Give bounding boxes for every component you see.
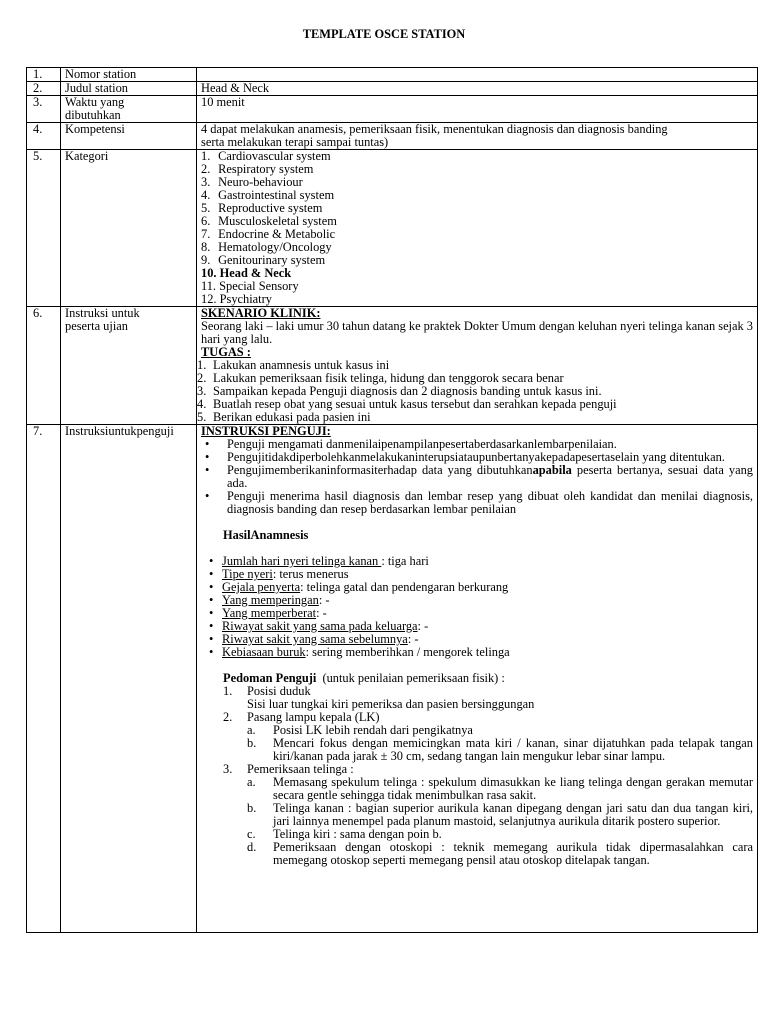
row-number: 7.	[27, 425, 61, 933]
item-text: Special Sensory	[219, 279, 299, 293]
guide-substep: b. Mencari fokus dengan memicingkan mata kiri / kanan, sinar dijatuhkan pada telapak tangan kiri/kanan pada jarak ± 30 cm, sedang tangan lain mengukur lebar sinar lampu.	[247, 736, 753, 763]
item-text: Reproductive system	[218, 201, 323, 215]
label-line: Waktu yang	[65, 95, 125, 109]
bullet-icon: •	[209, 554, 214, 568]
guide-step: 2. Pasang lampu kepala (LK)	[223, 710, 380, 724]
guide-note: Sisi luar tungkai kiri pemeriksa dan pasien bersinggungan	[247, 697, 535, 711]
row-label	[61, 96, 197, 123]
table-row	[27, 150, 758, 307]
item-text: Endocrine & Metabolic	[218, 227, 336, 241]
guide-substep: c. Telinga kiri : sama dengan poin b.	[247, 827, 442, 841]
task-item: 1. Lakukan anamnesis untuk kasus ini	[197, 358, 390, 372]
row-number: 5.	[27, 150, 61, 307]
item-text: Genitourinary system	[218, 253, 326, 267]
item-number: 9.	[201, 253, 211, 267]
scenario-text: Seorang laki – laki umur 30 tahun datang ke praktek Dokter Umum dengan keluhan nyeri telinga kanan sejak 3 hari yang lalu.	[201, 319, 753, 346]
bullet-icon: •	[209, 593, 214, 607]
guide-heading: Pedoman Penguji (untuk penilaian pemeriksaan fisik) :	[223, 671, 505, 685]
item-text: Neuro-behaviour	[218, 175, 303, 189]
bullet-icon: •	[205, 450, 210, 464]
bullet-icon: •	[209, 619, 214, 633]
row-label: Kompetensi	[61, 123, 197, 150]
item-text: Gastrointestinal system	[218, 188, 335, 202]
list-item: • Pengujimemberikaninformasiterhadap data yang dibutuhkanapabila peserta bertanya, sesuai data yang ada.	[201, 464, 753, 490]
item-number: 1.	[201, 149, 211, 163]
examiner-cell	[197, 425, 758, 933]
table-row	[27, 96, 758, 123]
list-item: • Tipe nyeri: terus menerus	[201, 568, 753, 581]
item-number: 12.	[201, 292, 217, 306]
bullet-icon: •	[205, 437, 210, 451]
task-item: 5. Berikan edukasi pada pasien ini	[197, 410, 371, 424]
guide-substep: a. Posisi LK lebih rendah dari pengikatnya	[247, 723, 473, 737]
label-line: Instruksi untuk	[65, 306, 140, 320]
item-number: 8.	[201, 240, 211, 254]
guide-substep: d. Pemeriksaan dengan otoskopi : teknik memegang aurikula tidak dipermasalahkan cara memegang otoskop seperti memegang pensil atau otoskop ditelapak tangan.	[247, 840, 753, 867]
item-text: Psychiatry	[219, 292, 272, 306]
list-item: • Riwayat sakit yang sama sebelumnya: -	[201, 633, 753, 646]
table-row	[27, 123, 758, 150]
guide-substep: a. Memasang spekulum telinga : spekulum dimasukkan ke liang telinga dengan gerakan memutar secara gentle sehingga tidak menimbulkan rasa sakit.	[247, 775, 753, 802]
bullet-icon: •	[209, 645, 214, 659]
row-label: Instruksiuntukpenguji	[61, 425, 197, 933]
item-text: Cardiovascular system	[218, 149, 331, 163]
item-number: 10.	[201, 266, 217, 280]
bullet-icon: •	[205, 463, 210, 477]
bullet-icon: •	[209, 606, 214, 620]
list-item: • Pengujitidakdiperbolehkanmelakukaninterupsiataupunbertanyakepadapesertaselain yang ditentukan.	[201, 451, 753, 464]
row-value	[197, 123, 758, 150]
row-value	[197, 68, 758, 82]
label-line: dibutuhkan	[65, 108, 121, 122]
value-line: serta melakukan terapi sampai tuntas)	[201, 135, 389, 149]
list-item: • Yang memperberat: -	[201, 607, 753, 620]
scenario-heading: SKENARIO KLINIK:	[201, 306, 321, 320]
row-number: 6.	[27, 307, 61, 425]
task-item: 4. Buatlah resep obat yang sesuai untuk kasus tersebut dan serahkan kepada penguji	[197, 397, 617, 411]
item-number: 2.	[201, 162, 211, 176]
list-item: • Penguji menerima hasil diagnosis dan lembar resep yang dibuat oleh kandidat dan menilai diagnosis, diagnosis banding dan resep berdasarkan lembar penilaian	[201, 490, 753, 516]
row-label: Kategori	[61, 150, 197, 307]
category-list	[197, 150, 758, 307]
table-row	[27, 82, 758, 96]
item-number: 3.	[201, 175, 211, 189]
list-item: • Riwayat sakit yang sama pada keluarga: -	[201, 620, 753, 633]
item-text: Musculoskeletal system	[218, 214, 337, 228]
guide-substep: b. Telinga kanan : bagian superior aurikula kanan dipegang dengan jari satu dan dua tangan kiri, jari lainnya menempel pada planum mastoid, selanjutnya aurikula ditarik postero superior.	[247, 801, 753, 828]
value-line: 4 dapat melakukan anamesis, pemeriksaan fisik, menentukan diagnosis dan diagnosis banding	[201, 122, 668, 136]
table-row	[27, 68, 758, 82]
row-number: 3.	[27, 96, 61, 123]
anamnesis-heading: HasilAnamnesis	[223, 528, 309, 542]
osce-table	[26, 67, 758, 933]
row-number: 1.	[27, 68, 61, 82]
table-row	[27, 425, 758, 933]
row-label: Judul station	[61, 82, 197, 96]
item-text: Respiratory system	[218, 162, 314, 176]
row-label	[61, 307, 197, 425]
guide-step: 3. Pemeriksaan telinga :	[223, 762, 354, 776]
bullet-icon: •	[209, 567, 214, 581]
bullet-icon: •	[205, 489, 210, 503]
bullet-icon: •	[209, 580, 214, 594]
item-number: 6.	[201, 214, 211, 228]
list-item: • Gejala penyerta: telinga gatal dan pendengaran berkurang	[201, 581, 753, 594]
item-number: 11.	[201, 279, 217, 293]
label-line: peserta ujian	[65, 319, 128, 333]
row-value: Head & Neck	[197, 82, 758, 96]
row-number: 4.	[27, 123, 61, 150]
table-row	[27, 307, 758, 425]
list-item: • Yang memperingan: -	[201, 594, 753, 607]
row-number: 2.	[27, 82, 61, 96]
item-text: Head & Neck	[219, 266, 292, 280]
item-number: 4.	[201, 188, 211, 202]
item-text: Hematology/Oncology	[218, 240, 332, 254]
task-item: 2. Lakukan pemeriksaan fisik telinga, hidung dan tenggorok secara benar	[197, 371, 564, 385]
row-label: Nomor station	[61, 68, 197, 82]
task-item: 3. Sampaikan kepada Penguji diagnosis dan 2 diagnosis banding untuk kasus ini.	[197, 384, 602, 398]
list-item: • Penguji mengamati danmenilaipenampilanpesertaberdasarkanlembarpenilaian.	[201, 438, 753, 451]
examiner-heading: INSTRUKSI PENGUJI:	[201, 424, 331, 438]
row-value: 10 menit	[197, 96, 758, 123]
list-item	[201, 293, 753, 306]
list-item: • Jumlah hari nyeri telinga kanan : tiga hari	[201, 555, 753, 568]
list-item: • Kebiasaan buruk: sering memberihkan / mengorek telinga	[201, 646, 753, 659]
tasks-heading: TUGAS :	[201, 345, 251, 359]
bullet-icon: •	[209, 632, 214, 646]
guide-step: 1. Posisi duduk	[223, 684, 311, 698]
document-title: TEMPLATE OSCE STATION	[302, 27, 466, 41]
scenario-cell	[197, 307, 758, 425]
list-item	[201, 280, 753, 293]
item-number: 7.	[201, 227, 211, 241]
item-number: 5.	[201, 201, 211, 215]
